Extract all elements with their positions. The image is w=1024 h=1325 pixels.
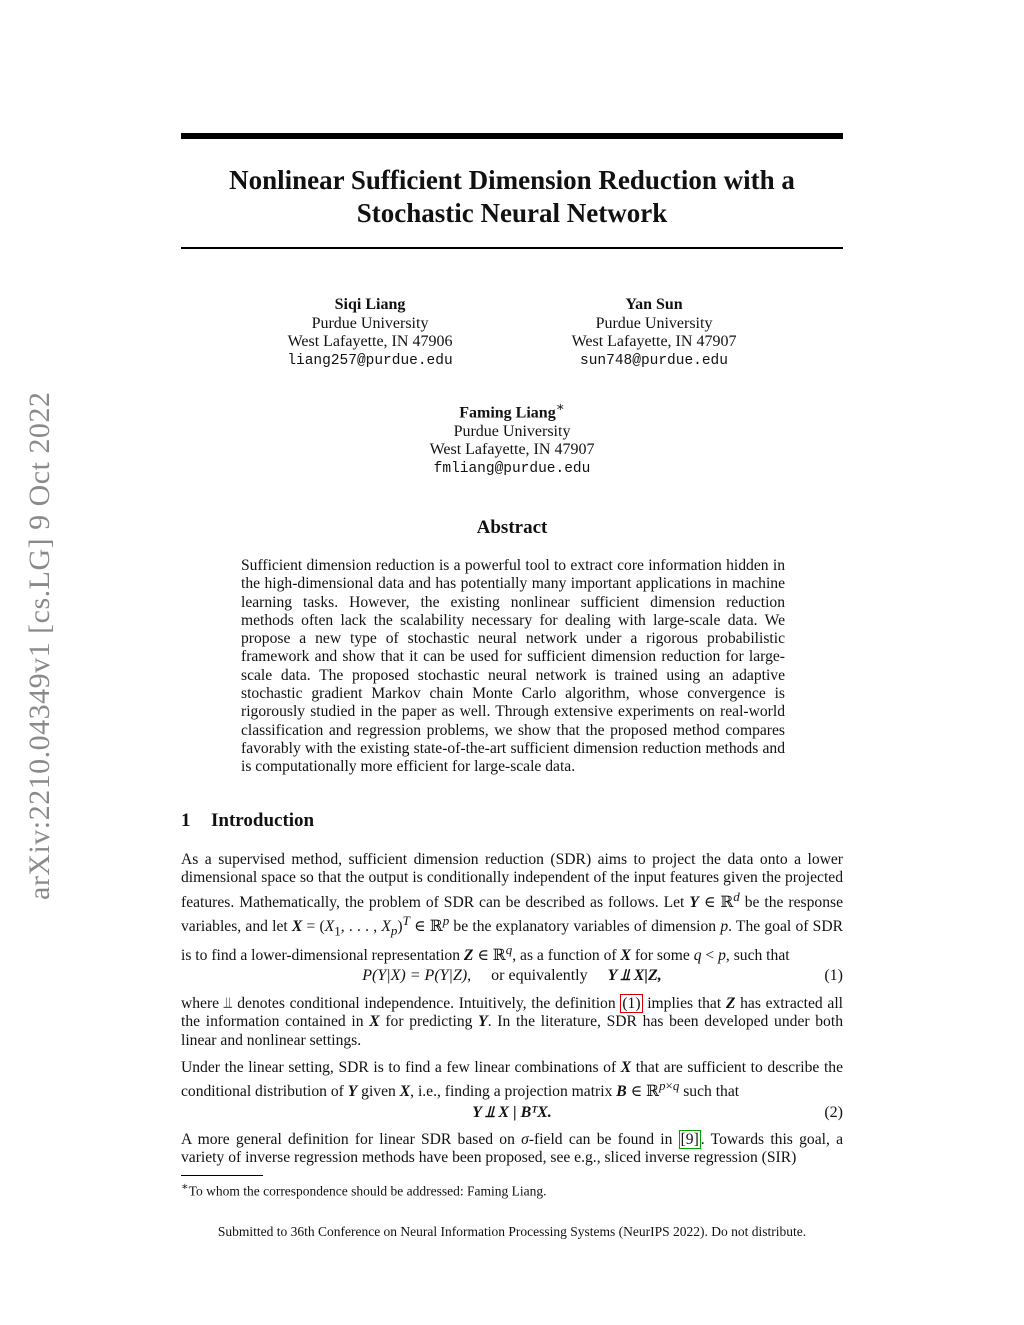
abstract-body: Sufficient dimension reduction is a powerful tool to extract core information hidden in the high-dimensional data and has potentially many important applications in machine learning tasks. However, the existing nonlinear sufficient dimension reduction methods often lack the scalability necessary for dealing with large-scale data. We propose a new type of stochastic neural network under a rigorous probabilistic framework and show that it can be used for sufficient dimension reduction for large-scale data. The proposed stochastic neural network is trained using an adaptive stochastic gradient Markov chain Monte Carlo algorithm, whose convergence is rigorously studied in the paper as well. Through extensive experiments on real-world classification and regression problems, we show that the proposed method compares favorably with the existing state-of-the-art sufficient dimension reduction methods and is computationally more efficient for large-scale data. xyxy=(241,557,785,776)
footnote-mark: ∗ xyxy=(181,1181,189,1193)
footnote-marker[interactable]: ∗ xyxy=(555,399,565,414)
citation-link[interactable]: [9] xyxy=(680,1131,699,1148)
author-email[interactable]: fmliang@purdue.edu xyxy=(433,460,591,477)
section-title: Introduction xyxy=(211,810,315,831)
author-email[interactable]: sun748@purdue.edu xyxy=(580,352,728,369)
author-block-2 xyxy=(524,296,784,370)
equation-ref-link[interactable]: (1) xyxy=(622,995,641,1012)
author-email[interactable]: liang257@purdue.edu xyxy=(287,352,453,369)
abstract-heading: Abstract xyxy=(476,517,548,538)
equation-2-label: (2) xyxy=(824,1104,843,1121)
author-affiliation: Purdue University xyxy=(595,314,713,332)
equation-1-body xyxy=(181,967,843,985)
paper-title xyxy=(181,164,843,230)
arxiv-stamp: arXiv:2210.04349v1 [cs.LG] 9 Oct 2022 xyxy=(23,391,56,900)
title-line-1: Nonlinear Sufficient Dimension Reduction with a xyxy=(229,165,795,195)
equation-1-lhs: P(Y|X) = P(Y|Z), xyxy=(362,967,472,984)
author-address: West Lafayette, IN 47906 xyxy=(287,333,453,350)
title-top-rule xyxy=(181,133,843,139)
author-block-3 xyxy=(382,398,642,478)
author-address: West Lafayette, IN 47907 xyxy=(571,333,737,350)
author-block-1 xyxy=(240,296,500,370)
equation-1-rhs: Y ⫫ X|Z, xyxy=(607,967,662,984)
equation-2-body: Y ⫫ X | BᵀX. xyxy=(472,1104,552,1121)
intro-paragraph-4: A more general definition for linear SDR based on σ-field can be found in [9] . Towards this goal, a variety of inverse regression methods have been proposed, see e.g., sliced inverse regression (SIR) xyxy=(181,1131,843,1167)
footnote-rule xyxy=(181,1175,263,1176)
page-footer: Submitted to 36th Conference on Neural Information Processing Systems (NeurIPS 2022). Do not distribute. xyxy=(217,1224,807,1239)
footnote-text: To whom the correspondence should be addressed: Faming Liang. xyxy=(188,1183,547,1199)
footnote xyxy=(181,1180,547,1200)
author-name-row xyxy=(382,398,642,423)
equation-1-mid: or equivalently xyxy=(491,967,588,984)
author-name: Siqi Liang xyxy=(334,296,406,313)
section-heading xyxy=(181,810,314,832)
author-name: Yan Sun xyxy=(625,296,683,313)
equation-1 xyxy=(181,967,843,989)
equation-2 xyxy=(181,1104,843,1126)
section-number: 1 xyxy=(181,810,191,831)
intro-paragraph-2: where ⫫ denotes conditional independence. Intuitively, the definition (1) implies that Z has extracted all the information contained in X for predicting Y. In the literature, SDR has been developed under both linear and nonlinear settings. xyxy=(181,995,843,1049)
intro-paragraph-1: As a supervised method, sufficient dimension reduction (SDR) aims to project the data onto a lower dimensional space so that the output is conditionally independent of the input features given the projected features. Mathematically, the problem of SDR can be described as follows. Let Y ∈ ℝ$^d$ be the response variables, and let $X = (X_1$, . . . , $X_p)^T$ ∈ ℝ$^p$ be the explanatory variables of dimension p. The goal of SDR is to find a lower-dimensional representation Z ∈ ℝ$^q$, as a function of X for some q < p, such that xyxy=(181,851,843,964)
author-affiliation: Purdue University xyxy=(453,422,571,440)
author-address: West Lafayette, IN 47907 xyxy=(429,441,595,459)
title-bottom-rule xyxy=(181,247,843,249)
intro-paragraph-3: Under the linear setting, SDR is to find a few linear combinations of X that are sufficient to describe the conditional distribution of Y given X, i.e., finding a projection matrix B ∈ ℝ$^{p\times q}$ such that xyxy=(181,1059,844,1101)
title-line-2: Stochastic Neural Network xyxy=(356,198,668,228)
equation-1-label: (1) xyxy=(824,967,843,984)
author-name: Faming Liang xyxy=(459,404,556,422)
author-affiliation: Purdue University xyxy=(311,314,429,332)
